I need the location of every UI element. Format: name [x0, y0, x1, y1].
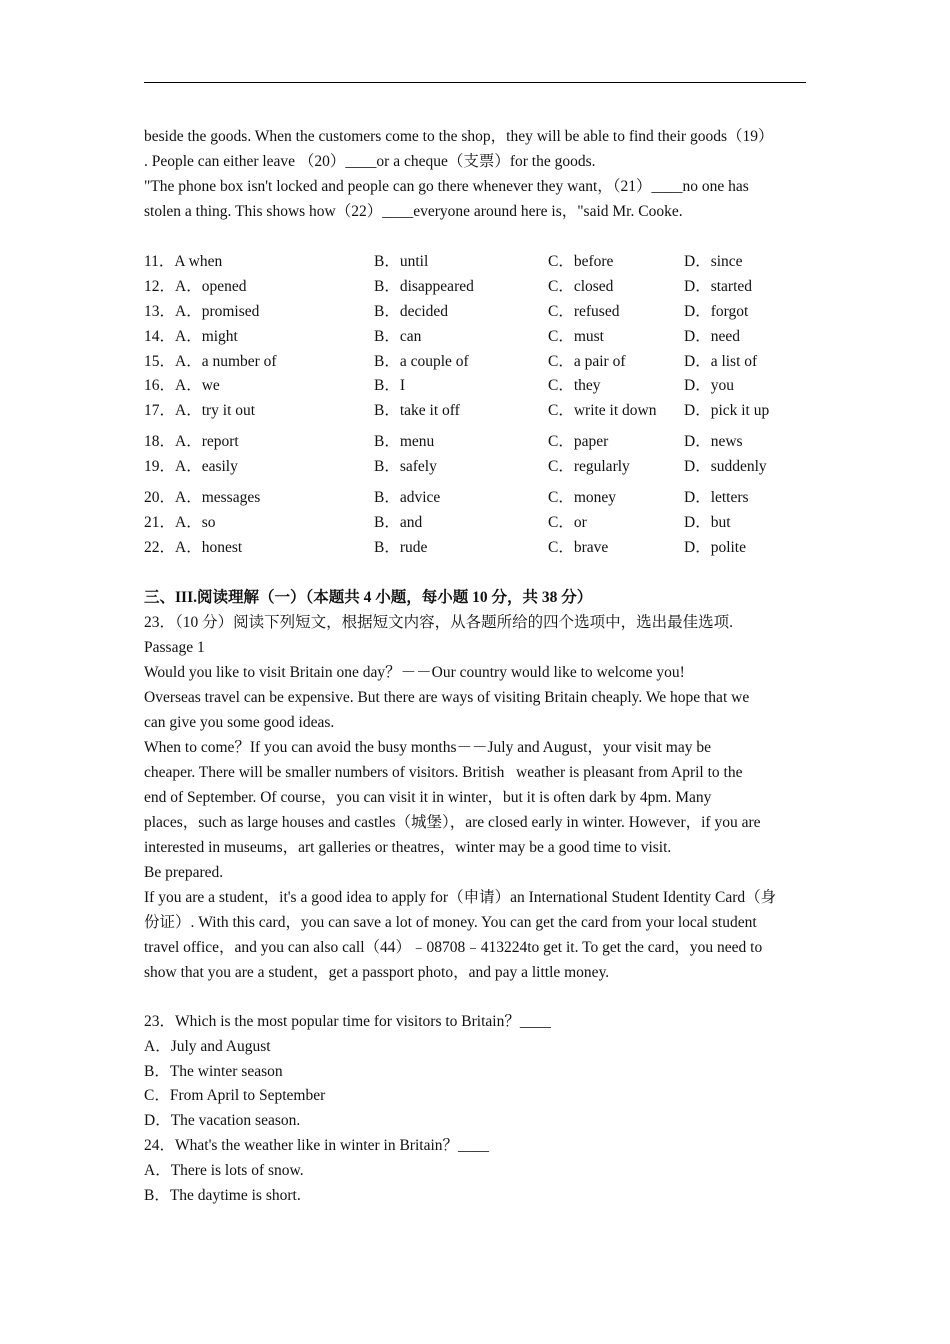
option-d: D．forgot	[684, 302, 749, 320]
passage-line: end of September. Of course，you can visit it in winter，but it is often dark by 4pm. Many	[144, 788, 712, 806]
passage-line: If you are a student，it's a good idea to apply for（申请）an International Student Identity Card（身	[144, 888, 777, 906]
option-row	[144, 299, 810, 324]
option-d: D．since	[684, 253, 743, 270]
reading-passage	[144, 660, 810, 985]
answer-option: A．There is lots of snow.	[144, 1162, 304, 1180]
option-row	[144, 485, 810, 510]
option-row	[144, 535, 810, 560]
option-row	[144, 454, 810, 479]
option-c: C．a pair of	[548, 352, 626, 370]
cloze-passage	[144, 124, 810, 224]
question-list	[144, 1010, 810, 1209]
option-a: 14．A．might	[144, 327, 238, 345]
option-b: B．advice	[374, 489, 441, 507]
passage-line: show that you are a student，get a passport photo，and pay a little money.	[144, 963, 610, 981]
passage-line: interested in museums，art galleries or theatres，winter may be a good time to visit.	[144, 838, 672, 856]
option-c: C．they	[548, 377, 601, 395]
option-row	[144, 249, 810, 274]
option-a: 21．A．so	[144, 513, 216, 531]
option-row	[144, 510, 810, 535]
answer-option: B．The daytime is short.	[144, 1187, 301, 1205]
option-b: B．safely	[374, 458, 437, 476]
passage-line: Would you like to visit Britain one day？－－Our country would like to welcome you!	[144, 663, 685, 681]
option-d: D．a list of	[684, 352, 758, 370]
option-row	[144, 349, 810, 374]
option-a: 11．A when	[144, 253, 223, 270]
cloze-line: . People can either leave （20）____or a cheque（支票）for the goods.	[144, 153, 596, 170]
option-d: D．need	[684, 327, 740, 345]
passage-line: can give you some good ideas.	[144, 713, 335, 731]
passage-line: When to come？If you can avoid the busy months－－July and August，your visit may be	[144, 738, 711, 756]
option-c: C．must	[548, 327, 604, 345]
option-a: 17．A．try it out	[144, 402, 256, 420]
option-b: B．until	[374, 253, 429, 270]
option-row	[144, 398, 810, 423]
option-a: 13．A．promised	[144, 302, 260, 320]
option-c: C．money	[548, 489, 617, 507]
passage-line: places，such as large houses and castles（城堡），are closed early in winter. However，if you are	[144, 813, 761, 831]
option-d: D．pick it up	[684, 402, 770, 420]
option-row	[144, 274, 810, 299]
option-c: C．before	[548, 253, 614, 270]
answer-option: B．The winter season	[144, 1062, 283, 1080]
option-a: 12．A．opened	[144, 277, 247, 295]
option-b: B．and	[374, 513, 423, 531]
option-b: B．decided	[374, 302, 449, 320]
option-d: D．letters	[684, 489, 749, 507]
passage-line: travel office，and you can also call（44）﹣08708﹣413224to get it. To get the card，you need to	[144, 938, 763, 956]
answer-option: A．July and August	[144, 1037, 271, 1055]
option-a: 18．A．report	[144, 433, 239, 451]
option-c: C．write it down	[548, 402, 657, 420]
option-a: 16．A．we	[144, 377, 220, 395]
option-d: D．news	[684, 433, 743, 451]
answer-option: D．The vacation season.	[144, 1112, 301, 1130]
option-d: D．you	[684, 377, 734, 395]
option-row	[144, 324, 810, 349]
option-b: B．disappeared	[374, 277, 474, 295]
option-d: D．but	[684, 513, 731, 531]
cloze-line: "The phone box isn't locked and people can go there whenever they want，（21）____no one has	[144, 178, 749, 195]
option-b: B．menu	[374, 433, 435, 451]
page-content	[144, 124, 810, 1209]
question-stem: 24．What's the weather like in winter in Britain？____	[144, 1137, 490, 1155]
option-b: B．rude	[374, 538, 428, 556]
passage-line: Overseas travel can be expensive. But there are ways of visiting Britain cheaply. We hope that we	[144, 688, 750, 706]
option-c: C．closed	[548, 277, 614, 295]
option-b: B．can	[374, 327, 422, 345]
cloze-line: beside the goods. When the customers come to the shop，they will be able to find their goods（19）	[144, 128, 774, 145]
option-row	[144, 429, 810, 454]
option-c: C．paper	[548, 433, 609, 451]
answer-option: C．From April to September	[144, 1087, 326, 1105]
option-c: C．refused	[548, 302, 620, 320]
option-d: D．started	[684, 277, 753, 295]
passage-line: Be prepared.	[144, 863, 224, 881]
passage-line: cheaper. There will be smaller numbers of visitors. British weather is pleasant from April to the	[144, 763, 743, 781]
option-a: 20．A．messages	[144, 489, 261, 507]
header-rule	[144, 82, 806, 83]
option-d: D．polite	[684, 538, 746, 556]
cloze-line: stolen a thing. This shows how（22）____everyone around here is，"said Mr. Cooke.	[144, 203, 683, 220]
instruction: 23．（10 分）阅读下列短文，根据短文内容，从各题所给的四个选项中，选出最佳选项.	[144, 613, 734, 631]
option-d: D．suddenly	[684, 458, 767, 476]
option-a: 19．A．easily	[144, 458, 238, 476]
option-row	[144, 373, 810, 398]
option-a: 22．A．honest	[144, 538, 243, 556]
option-b: B．I	[374, 377, 406, 395]
option-c: C．regularly	[548, 458, 630, 476]
option-b: B．a couple of	[374, 352, 469, 370]
section-heading: 三、III.阅读理解（一）（本题共 4 小题，每小题 10 分，共 38 分）	[144, 588, 593, 606]
option-c: C．brave	[548, 538, 609, 556]
question-stem: 23．Which is the most popular time for visitors to Britain？____	[144, 1012, 551, 1030]
option-c: C．or	[548, 513, 587, 531]
passage-title: Passage 1	[144, 638, 205, 656]
options-table	[144, 249, 810, 560]
option-b: B．take it off	[374, 402, 460, 420]
passage-line: 份证）. With this card，you can save a lot of money. You can get the card from your local student	[144, 913, 757, 931]
option-a: 15．A．a number of	[144, 352, 277, 370]
